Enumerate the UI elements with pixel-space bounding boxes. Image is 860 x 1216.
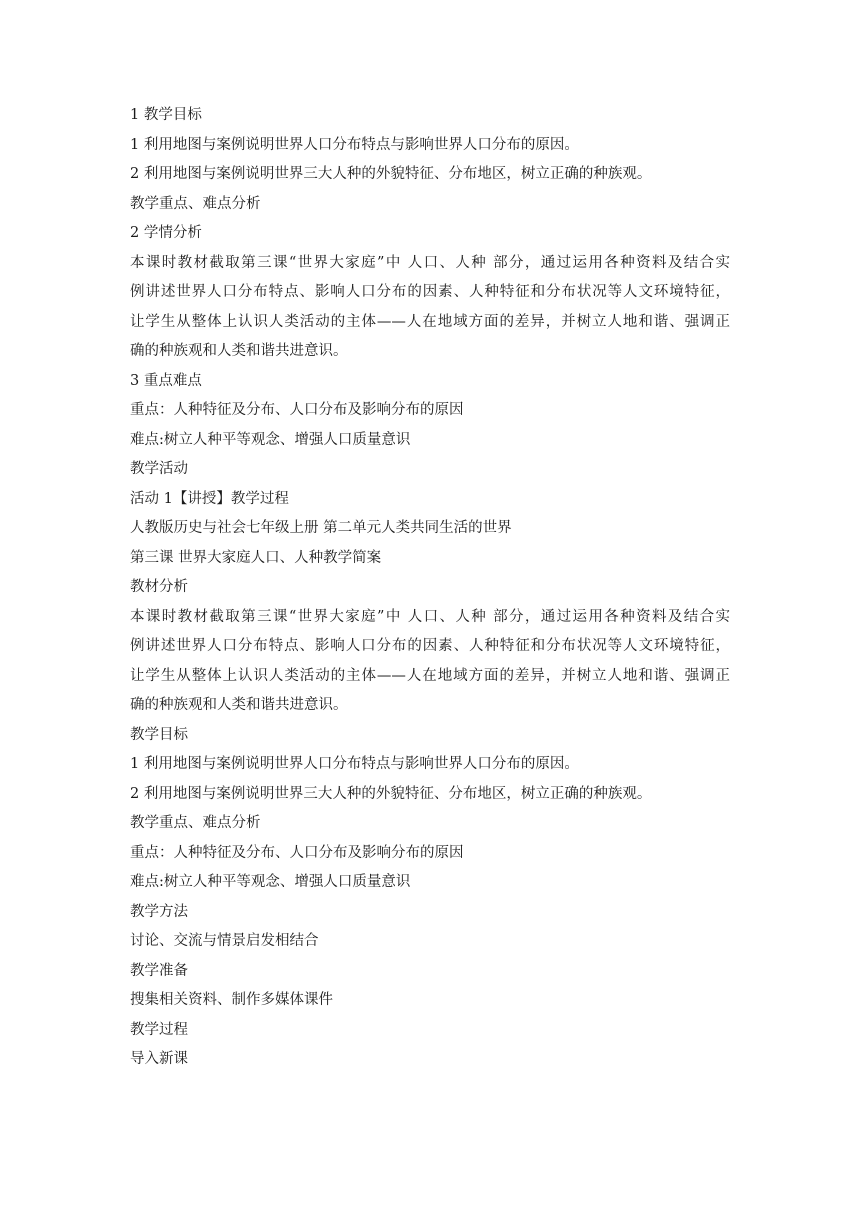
text-line: 难点:树立人种平等观念、增强人口质量意识 bbox=[130, 431, 411, 448]
text-line: 3 重点难点 bbox=[130, 372, 202, 389]
text-line: 1 利用地图与案例说明世界人口分布特点与影响世界人口分布的原因。 bbox=[130, 756, 579, 772]
text-line: 教材分析 bbox=[130, 579, 188, 595]
text-line: 讨论、交流与情景启发相结合 bbox=[130, 933, 319, 949]
text-line: 人教版历史与社会七年级上册 第二单元人类共同生活的世界 bbox=[130, 520, 512, 536]
text-line: 2 利用地图与案例说明世界三大人种的外貌特征、分布地区，树立正确的种族观。 bbox=[130, 166, 652, 182]
text-line: 导入新课 bbox=[130, 1051, 188, 1067]
paragraph-line: 确的种族观和人类和谐共进意识。 bbox=[130, 343, 348, 359]
paragraph-line: 例讲述世界人口分布特点、影响人口分布的因素、人种特征和分布状况等人文环境特征， bbox=[130, 638, 730, 654]
text-line: 2 学情分析 bbox=[130, 225, 202, 241]
text-line: 教学准备 bbox=[130, 962, 188, 979]
text-line: 重点：人种特征及分布、人口分布及影响分布的原因 bbox=[130, 402, 464, 418]
text-line: 教学重点、难点分析 bbox=[130, 815, 261, 831]
text-line: 活动 1【讲授】教学过程 bbox=[130, 490, 289, 507]
text-line: 教学活动 bbox=[130, 461, 188, 477]
text-line: 难点:树立人种平等观念、增强人口质量意识 bbox=[130, 874, 411, 890]
paragraph-line: 本课时教材截取第三课“世界大家庭”中 人口、人种 部分，通过运用各种资料及结合实 bbox=[130, 254, 730, 271]
paragraph-line: 例讲述世界人口分布特点、影响人口分布的因素、人种特征和分布状况等人文环境特征， bbox=[130, 284, 730, 300]
text-line: 教学方法 bbox=[130, 903, 188, 920]
text-line: 第三课 世界大家庭人口、人种教学简案 bbox=[130, 549, 382, 566]
text-line: 教学过程 bbox=[130, 1021, 188, 1038]
text-line: 2 利用地图与案例说明世界三大人种的外貌特征、分布地区，树立正确的种族观。 bbox=[130, 785, 652, 802]
paragraph-line: 让学生从整体上认识人类活动的主体——人在地域方面的差异，并树立人地和谐、强调正 bbox=[130, 313, 730, 330]
paragraph bbox=[130, 249, 730, 367]
paragraph-line: 确的种族观和人类和谐共进意识。 bbox=[130, 697, 348, 713]
text-line: 重点：人种特征及分布、人口分布及影响分布的原因 bbox=[130, 844, 464, 861]
text-line: 搜集相关资料、制作多媒体课件 bbox=[130, 992, 333, 1008]
document-body bbox=[130, 101, 730, 1075]
text-line: 教学重点、难点分析 bbox=[130, 195, 261, 212]
paragraph-line: 让学生从整体上认识人类活动的主体——人在地域方面的差异，并树立人地和谐、强调正 bbox=[130, 667, 730, 684]
text-line: 1 利用地图与案例说明世界人口分布特点与影响世界人口分布的原因。 bbox=[130, 136, 579, 153]
text-line: 教学目标 bbox=[130, 726, 188, 743]
text-line: 1 教学目标 bbox=[130, 107, 202, 123]
paragraph bbox=[130, 603, 730, 721]
paragraph-line: 本课时教材截取第三课“世界大家庭”中 人口、人种 部分，通过运用各种资料及结合实 bbox=[130, 608, 730, 625]
